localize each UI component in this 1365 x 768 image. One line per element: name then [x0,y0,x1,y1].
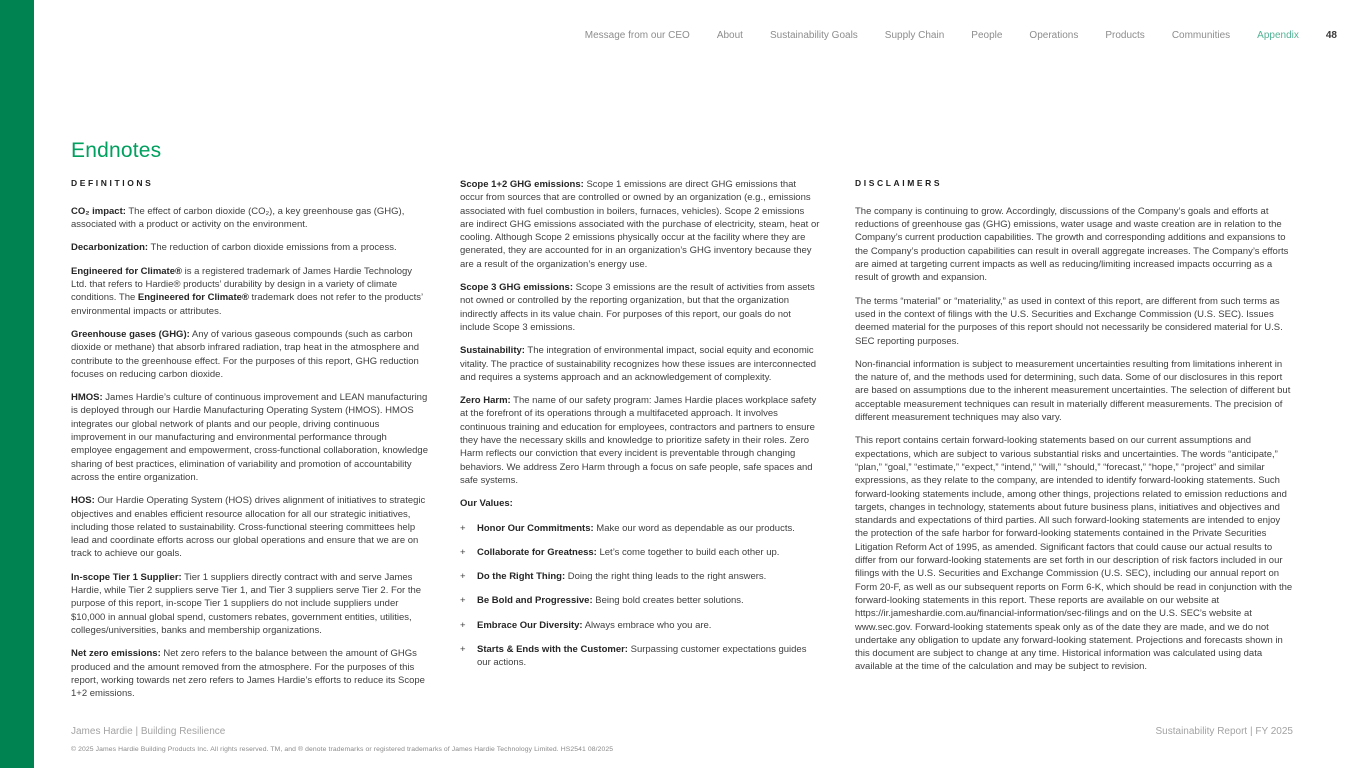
definition-entry [71,241,429,254]
definition-term: Sustainability: [460,345,525,357]
definition-text: The effect of carbon dioxide (CO₂), a key greenhouse gas (GHG), associated with a product or activity on the environment. [71,205,405,231]
definition-term: HOS: [71,495,95,507]
definition-term: Decarbonization: [71,242,149,254]
nav-item-people[interactable]: People [971,30,1003,41]
value-text [477,522,795,535]
definition-text: Tier 1 suppliers directly contract with and serve James Hardie, while Tier 2 suppliers serve Tier 1, and Tier 3 suppliers serve Tier 2. For the purpose of this report, in-scope Tier 1 suppliers do not include suppliers under $10,000 in annual global spend, customers rebates, government entities, utilities, colleges/universities, banks and membership organizations. [71,571,422,636]
plus-bullet-icon: + [460,546,466,558]
definition-term: Scope 3 GHG emissions: [460,282,573,294]
plus-bullet-icon: + [460,619,466,631]
value-desc: Make our word as dependable as our products. [593,522,795,534]
definition-text: James Hardie’s culture of continuous improvement and LEAN manufacturing is deployed through our Hardie Manufacturing Operating System (HMOS). HMOS integrates our global network of plants and our people, driving continuous improvement in our manufacturing and environmental performance through employee engagement and empowerment, cross-functional collaboration, knowledge sharing of best practices, elimination of variability and promotion of accountability across the entire organization. [71,392,428,483]
definition-text: The name of our safety program: James Hardie places workplace safety at the forefront of its operations through a multifaceted approach. It involves continuous training and education for employees, contractors and partners to ensure they have the necessary skills and knowledge to prioritize safety in their roles. Zero Harm reflects our conviction that every incident is preventable through changing behaviors. We address Zero Harm through a focus on safe people, safe spaces and safe systems. [460,395,817,486]
definitions-column [71,178,429,710]
definition-entry [71,647,429,700]
value-text [477,619,711,632]
definition-term: HMOS: [71,392,103,404]
page-title: Endnotes [71,139,162,162]
brand-green-sidebar [0,0,34,768]
footer-copyright: © 2025 James Hardie Building Products Inc. All rights reserved. TM, and ® denote trademarks or registered trademarks of James Hardie Technology Limited. HS2541 08/2025 [71,746,614,753]
definition-text: The reduction of carbon dioxide emissions from a process. [148,242,397,254]
disclaimer-paragraph: The terms “material” or “materiality,” as used in context of this report, are different from such terms as used in the context of filings with the U.S. Securities and Exchange Commission (U.S. SEC). Issues deemed material for the purposes of this report should not necessarily be considered material for U.S. SEC reporting purposes. [855,295,1283,347]
definitions-heading: DEFINITIONS [71,178,154,188]
definition-term-inline: Engineered for Climate® [137,292,249,304]
definition-text: Our Hardie Operating System (HOS) drives alignment of initiatives to strategic objectives and enables efficient resource allocation for all our strategic initiatives, including those related to sustainability. Cross-functional steering committees help lead and coordinate efforts across our global operations and ensure that we are on track to achieve our goals. [71,495,426,560]
definition-term: In-scope Tier 1 Supplier: [71,571,182,583]
value-text [477,594,744,607]
definition-entry [71,205,429,232]
value-label: Be Bold and Progressive: [477,595,593,607]
definition-text: Scope 3 emissions are the result of activities from assets not owned or controlled by the reporting organization, but that the organization indirectly affects in its value chain. For purposes of this report, our goals do not include Scope 3 emissions. [460,282,815,333]
disclaimer-paragraph: Non-financial information is subject to measurement uncertainties resulting from limitations inherent in the nature of, and the methods used for determining, such data. Some of our disclosures in this report are based on assumptions due to the inherent measurement uncertainties. The selection of different but acceptable measurement techniques can result in materially different measurements. The precision of different measurement techniques may also vary. [855,358,1291,424]
value-desc: Surpassing customer expectations guides our actions. [477,644,807,669]
value-item [460,643,820,670]
disclaimer-paragraph: The company is continuing to grow. Accordingly, discussions of the Company’s goals and efforts at reductions of greenhouse gas (GHG) emissions, water usage and waste creation are in relation to the Company’s current production capabilities. The growth and corresponding additions and expansions to the Company’s production capabilities can result in overall aggregate increases. The Company’s efforts are aimed at targeting current impacts as well as reducing/limiting increased impacts occurring as a result of growth and expansion. [855,205,1289,284]
plus-bullet-icon: + [460,595,466,607]
definitions-column-2 [460,178,820,710]
top-navigation [585,30,1337,41]
definition-entry [71,265,429,318]
value-desc: Doing the right thing leads to the right answers. [565,571,767,583]
disclaimers-heading: DISCLAIMERS [855,178,943,188]
definition-text: Net zero refers to the balance between the amount of GHGs produced and the amount removed from the atmosphere. For the purposes of this report, working towards net zero refers to James Hardie’s efforts to reduce its Scope 1+2 emissions. [71,648,425,700]
nav-item-about[interactable]: About [716,30,743,41]
definition-text: Any of various gaseous compounds (such as carbon dioxide or methane) that absorb infrared radiation, trap heat in the atmosphere and contribute to the greenhouse effect. For the purposes of this report, GHG reduction focuses on reducing carbon dioxide. [71,328,420,380]
definition-term: Greenhouse gases (GHG): [71,328,190,340]
definition-text: Scope 1 emissions are direct GHG emissions that occur from sources that are controlled or owned by an organization (e.g., emissions associated with fuel combustion in boilers, furnaces, vehicles). Scope 2 emissions are indirect GHG emissions associated with the purchase of electricity, steam, heat or cooling. Although Scope 2 emissions physically occur at the facility where they are generated, they are accounted for in an organization’s GHG inventory because they are a result of the organization’s energy use. [460,179,820,270]
definition-entry [71,494,429,560]
definition-entry [71,391,429,484]
plus-bullet-icon: + [460,571,466,583]
disclaimers-column [855,178,1293,710]
value-label: Honor Our Commitments: [477,522,594,534]
nav-item-operations[interactable]: Operations [1029,30,1079,41]
value-text [477,546,779,559]
definition-term: Net zero emissions: [71,648,161,660]
value-item [460,522,820,535]
definition-text: is a registered trademark of James Hardie Technology Ltd. that refers to Hardie® products’ durability by design in a variety of climate conditions. The [71,265,413,304]
definition-entry [460,344,820,384]
disclaimer-paragraph: This report contains certain forward-looking statements based on our current assumptions and expectations, which are subject to various substantial risks and uncertainties. The words “anticipate,” “plan,” “goal,” “estimate,” “expect,” “intend,” “will,” “should,” “forecast,” “hope,” “project” and similar expressions, as they relate to the company, are intended to identify forward-looking statements. Such forward-looking statements include, among other things, projections related to emission reductions and targets, changes in technology, statements about future business plans, initiatives and objectives and standards and expectations of third parties. All such forward-looking statements are intended to enjoy the protection of the safe harbor for forward-looking statements contained in the Private Securities Litigation Reform Act of 1995, as amended. Significant factors that could cause our actual results to differ from our forward-looking statements are set forth in our description of risk factors included in our filings with the U.S. Securities and Exchange Commission (U.S. SEC), including our annual report on Form 20-F, as well as our subsequent reports on Form 6-K, which should be read in conjunction with the forward-looking statements in this report. These reports are available on our website at https://ir.jameshardie.com.au/financial-information/sec-filings and on the U.S. SEC’s website at www.sec.gov. Forward-looking statements speak only as of the date they are made, and we do not undertake any obligation to update any forward-looking statement. Projections and forecasts shown in this document are subject to change at any time. Historical information was calculated using data available at the time of the calculation and may be subject to revision. [855,435,1293,673]
value-item [460,546,820,559]
value-item [460,619,820,632]
definition-text: The integration of environmental impact, social equity and economic vitality. The practice of sustainability recognizes how these issues are interconnected and requires a systems approach and an acknowledgement of complexity. [460,345,817,383]
nav-item-products[interactable]: Products [1105,30,1145,41]
definition-text: trademark does not refer to the products’ environmental impacts or attributes. [71,292,423,317]
definition-entry [460,178,820,271]
nav-item-supply-chain[interactable]: Supply Chain [884,30,945,41]
definition-entry [460,281,820,334]
plus-bullet-icon: + [460,522,466,534]
value-label: Collaborate for Greatness: [477,546,597,558]
value-label: Do the Right Thing: [477,571,566,583]
plus-bullet-icon: + [460,644,466,656]
nav-item-communities[interactable]: Communities [1171,30,1231,41]
footer-report-title: Sustainability Report | FY 2025 [1155,726,1293,737]
value-item [460,570,820,583]
nav-item-sustainability-goals[interactable]: Sustainability Goals [769,30,858,41]
definition-term: Scope 1+2 GHG emissions: [460,179,584,190]
value-text [477,570,766,583]
definition-entry [71,571,429,637]
nav-item-appendix[interactable]: Appendix [1257,30,1299,41]
content-columns [71,178,1293,710]
value-desc: Being bold creates better solutions. [592,595,744,607]
page-number: 48 [1325,30,1337,41]
value-desc: Let’s come together to build each other up. [596,546,780,558]
footer-brand-tagline: James Hardie | Building Resilience [71,726,226,737]
definition-entry [71,328,429,381]
definition-term: Engineered for Climate® [71,265,182,277]
nav-item-message-from-ceo[interactable]: Message from our CEO [584,30,690,41]
value-label: Starts & Ends with the Customer: [477,644,628,656]
value-label: Embrace Our Diversity: [477,619,583,631]
definition-term: Zero Harm: [460,395,511,407]
value-item [460,594,820,607]
definition-entry [460,394,820,487]
value-desc: Always embrace who you are. [582,619,712,631]
definition-term: CO₂ impact: [71,205,126,217]
values-heading: Our Values: [460,498,513,510]
value-text [477,643,820,670]
